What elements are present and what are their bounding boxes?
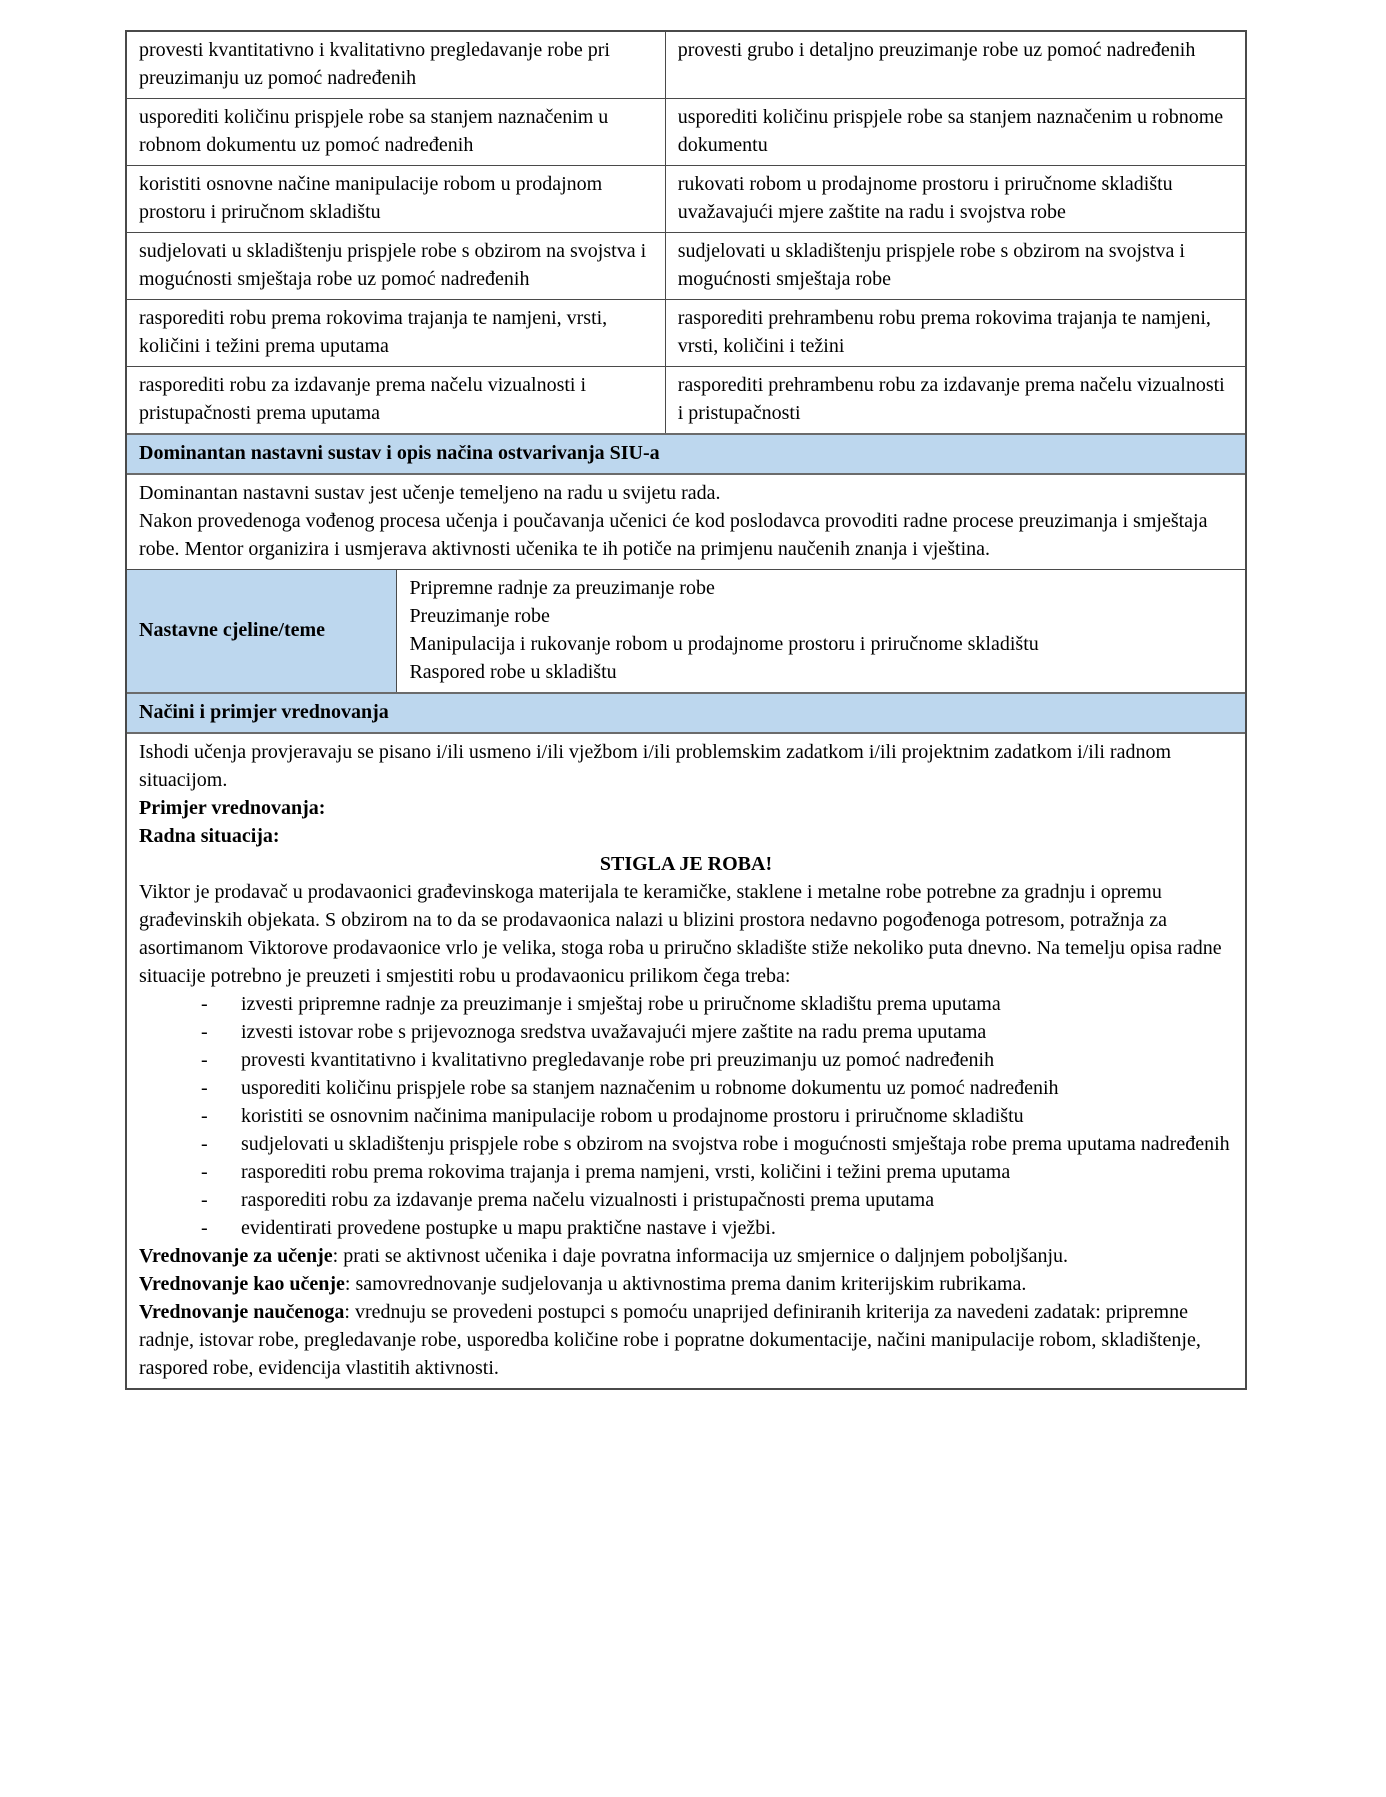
section-header-evaluation: Načini i primjer vrednovanja: [127, 694, 1245, 732]
task-text: izvesti pripremne radnje za preuzimanje i smještaj robe u priručnome skladištu prema uputama: [241, 993, 1001, 1015]
outcome-row: [127, 165, 1245, 232]
outcome-text: koristiti osnovne načine manipulacije robom u prodajnom prostoru i priručnom skladištu: [139, 173, 603, 223]
section-header-row: [127, 433, 1245, 475]
list-dash: -: [201, 1133, 208, 1155]
outcome-text: rasporediti prehrambenu robu prema rokovima trajanja te namjeni, vrsti, količini i težini: [677, 307, 1211, 357]
unit-item: Raspored robe u skladištu: [409, 661, 617, 683]
outcome-cell-left: [127, 166, 665, 232]
outcome-text: provesti kvantitativno i kvalitativno pregledavanje robe pri preuzimanju uz pomoć nadređenih: [139, 39, 610, 89]
task-item: [139, 990, 1233, 1018]
task-item: [139, 1074, 1233, 1102]
teaching-units-label-cell: [127, 570, 396, 692]
outcome-cell-right: [665, 166, 1245, 232]
outcome-text: provesti grubo i detaljno preuzimanje robe uz pomoć nadređenih: [677, 39, 1196, 61]
task-item: [139, 1018, 1233, 1046]
task-text: rasporediti robu za izdavanje prema načelu vizualnosti i pristupačnosti prema uputama: [241, 1189, 935, 1211]
task-text: provesti kvantitativno i kvalitativno pregledavanje robe pri preuzimanju uz pomoć nadređenih: [241, 1049, 995, 1071]
assessment-text: : samovrednovanje sudjelovanja u aktivnostima prema danim kriterijskim rubrikama.: [344, 1273, 1027, 1295]
task-text: rasporediti robu prema rokovima trajanja i prema namjeni, vrsti, količini i težini prema uputama: [241, 1161, 1011, 1183]
outcome-row: [127, 366, 1245, 433]
assessment-for-learning: [139, 1242, 1233, 1270]
task-text: sudjelovati u skladištenju prispjele robe s obzirom na svojstva robe i mogućnosti smještaja robe prema uputama nadređenih: [241, 1133, 1230, 1155]
outcome-cell-right: [665, 99, 1245, 165]
unit-item: Manipulacija i rukovanje robom u prodajnome prostoru i priručnome skladištu: [409, 633, 1039, 655]
paragraph: Dominantan nastavni sustav jest učenje temeljeno na radu u svijetu rada.: [139, 482, 721, 504]
curriculum-table: [125, 30, 1247, 1390]
outcome-text: sudjelovati u skladištenju prispjele robe s obzirom na svojstva i mogućnosti smještaja robe uz pomoć nadređenih: [139, 240, 647, 290]
assessment-text: : prati se aktivnost učenika i daje povratna informacija uz smjernice o daljnjem poboljšanju.: [332, 1245, 1069, 1267]
task-text: izvesti istovar robe s prijevoznoga sredstva uvažavajući mjere zaštite na radu prema uputama: [241, 1021, 987, 1043]
list-dash: -: [201, 1049, 208, 1071]
outcome-cell-right: [665, 300, 1245, 366]
dominant-system-body-row: [127, 475, 1245, 569]
document-page: [125, 30, 1247, 1390]
outcome-cell-left: [127, 367, 665, 433]
unit-item: Preuzimanje robe: [409, 605, 550, 627]
list-dash: -: [201, 1189, 208, 1211]
outcome-cell-left: [127, 300, 665, 366]
evaluation-body-row: [127, 734, 1245, 1388]
outcome-text: rasporediti prehrambenu robu za izdavanje prema načelu vizualnosti i pristupačnosti: [677, 374, 1225, 424]
list-dash: -: [201, 1077, 208, 1099]
assessment-as-learning: [139, 1270, 1233, 1298]
outcome-text: rasporediti robu za izdavanje prema načelu vizualnosti i pristupačnosti prema uputama: [139, 374, 587, 424]
outcome-cell-right: [665, 367, 1245, 433]
outcome-row: [127, 98, 1245, 165]
list-dash: -: [201, 1105, 208, 1127]
list-dash: -: [201, 1161, 208, 1183]
outcome-cell-left: [127, 233, 665, 299]
outcome-cell-left: [127, 32, 665, 98]
task-item: [139, 1214, 1233, 1242]
task-text: koristiti se osnovnim načinima manipulacije robom u prodajnome prostoru i priručnome skladištu: [241, 1105, 1024, 1127]
task-text: usporediti količinu prispjele robe sa stanjem naznačenim u robnome dokumentu uz pomoć nadređenih: [241, 1077, 1059, 1099]
teaching-units-label: Nastavne cjeline/teme: [139, 619, 326, 641]
task-item: [139, 1130, 1233, 1158]
task-list: [139, 990, 1233, 1242]
assessment-label: Vrednovanje kao učenje: [139, 1273, 345, 1295]
unit-item: Pripremne radnje za preuzimanje robe: [409, 577, 715, 599]
outcome-row: [127, 32, 1245, 98]
work-situation-label: Radna situacija:: [139, 825, 280, 847]
list-dash: -: [201, 1021, 208, 1043]
section-header-row: [127, 692, 1245, 734]
list-dash: -: [201, 993, 208, 1015]
outcome-cell-left: [127, 99, 665, 165]
assessment-label: Vrednovanje naučenoga: [139, 1301, 345, 1323]
section-header-dominant-system: Dominantan nastavni sustav i opis načina ostvarivanja SIU-a: [127, 435, 1245, 473]
outcome-text: usporediti količinu prispjele robe sa stanjem naznačenim u robnom dokumentu uz pomoć nadređenih: [139, 106, 609, 156]
assessment-of-learned: [139, 1298, 1233, 1382]
work-situation-title: STIGLA JE ROBA!: [599, 853, 773, 875]
outcome-cell-right: [665, 233, 1245, 299]
outcome-cell-right: [665, 32, 1245, 98]
outcome-row: [127, 299, 1245, 366]
task-item: [139, 1158, 1233, 1186]
task-text: evidentirati provedene postupke u mapu praktične nastave i vježbi.: [241, 1217, 776, 1239]
task-item: [139, 1186, 1233, 1214]
work-situation-text: Viktor je prodavač u prodavaonici građevinskoga materijala te keramičke, staklene i metalne robe potrebne za gradnju i opremu građevinskih objekata. S obzirom na to da se prodavaonica nalazi u blizini prostora nedavno pogođenoga potresom, potražnja za asortimanom Viktorove prodavaonice vrlo je velika, stoga roba u priručno skladište stiže nekoliko puta dnevno. Na temelju opisa radne situacije potrebno je preuzeti i smjestiti robu u prodavaonicu prilikom čega treba:: [139, 881, 1222, 987]
dominant-system-body-cell: [127, 475, 1245, 569]
outcome-text: usporediti količinu prispjele robe sa stanjem naznačenim u robnome dokumentu: [677, 106, 1224, 156]
teaching-units-content-cell: [396, 570, 1245, 692]
assessment-text: : vrednuju se provedeni postupci s pomoću unaprijed definiranih kriterija za navedeni zadatak: pripremne radnje, istovar robe, pregledavanje robe, usporedba količine robe i popratne dokumentacije, načini manipulacije robom, skladištenje, raspored robe, evidencija vlastitih aktivnosti.: [139, 1301, 1201, 1379]
outcome-text: rukovati robom u prodajnome prostoru i priručnome skladištu uvažavajući mjere zaštite na radu i svojstva robe: [677, 173, 1173, 223]
paragraph: Nakon provedenoga vođenog procesa učenja i poučavanja učenici će kod poslodavca provoditi radne procese preuzimanja i smještaja robe. Mentor organizira i usmjerava aktivnosti učenika te ih potiče na primjenu naučenih znanja i vještina.: [139, 510, 1208, 560]
task-item: [139, 1102, 1233, 1130]
task-item: [139, 1046, 1233, 1074]
evaluation-body-cell: [127, 734, 1245, 1388]
evaluation-example-label: Primjer vrednovanja:: [139, 797, 326, 819]
list-dash: -: [201, 1217, 208, 1239]
teaching-units-row: [127, 569, 1245, 692]
outcome-text: rasporediti robu prema rokovima trajanja te namjeni, vrsti, količini i težini prema uputama: [139, 307, 608, 357]
evaluation-intro: Ishodi učenja provjeravaju se pisano i/ili usmeno i/ili vježbom i/ili problemskim zadatkom i/ili projektnim zadatkom i/ili radnom situacijom.: [139, 741, 1172, 791]
outcome-row: [127, 232, 1245, 299]
outcome-text: sudjelovati u skladištenju prispjele robe s obzirom na svojstva i mogućnosti smještaja robe: [677, 240, 1185, 290]
assessment-label: Vrednovanje za učenje: [139, 1245, 333, 1267]
